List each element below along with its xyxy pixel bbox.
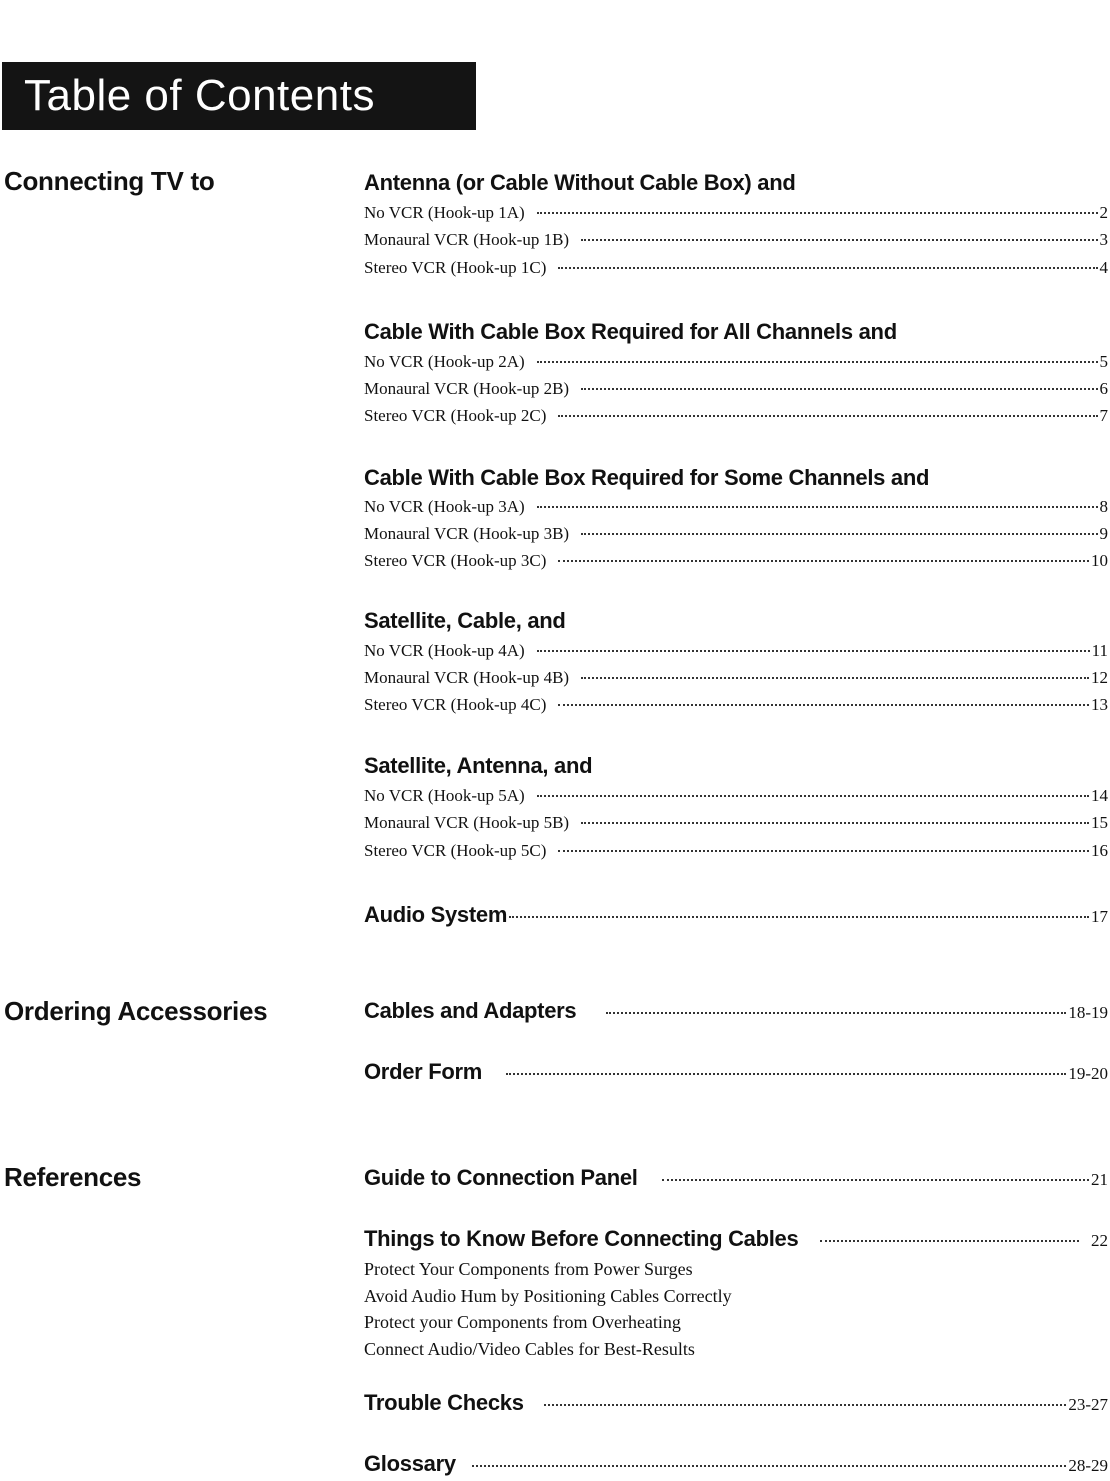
- entry-label: No VCR (Hook-up 1A): [364, 203, 525, 222]
- entry-label: Stereo VCR (Hook-up 4C): [364, 695, 547, 714]
- toc-entry[interactable]: [364, 230, 1108, 254]
- toc-entry-order-form[interactable]: [364, 1059, 1108, 1089]
- entry-label: Things to Know Before Connecting Cables: [364, 1226, 799, 1251]
- entry-label: Monaural VCR (Hook-up 3B): [364, 524, 570, 543]
- dot-leader: [581, 239, 1097, 241]
- dot-leader: [581, 388, 1097, 390]
- entry-label: No VCR (Hook-up 3A): [364, 497, 525, 516]
- entry-page: 28-29: [1068, 1456, 1108, 1475]
- entry-page: 5: [1099, 352, 1108, 371]
- toc-entry-audio-system[interactable]: [364, 902, 1108, 932]
- dot-leader: [537, 506, 1098, 508]
- entry-page: 11: [1091, 641, 1108, 660]
- dot-leader: [537, 795, 1089, 797]
- dot-leader: [581, 677, 1089, 679]
- group-heading-cable-some: Cable With Cable Box Required for Some Channels and: [364, 465, 930, 490]
- toc-entry[interactable]: [364, 497, 1108, 521]
- dot-leader: [820, 1240, 1079, 1242]
- dot-leader: [581, 822, 1089, 824]
- entry-page: 21: [1091, 1170, 1108, 1189]
- entry-label: Order Form: [364, 1059, 483, 1084]
- toc-entry[interactable]: [364, 551, 1108, 575]
- toc-entry-glossary[interactable]: [364, 1451, 1108, 1481]
- subitem-audio-hum: Avoid Audio Hum by Positioning Cables Correctly: [364, 1286, 732, 1306]
- entry-page: 7: [1099, 406, 1108, 425]
- toc-entry-trouble-checks[interactable]: [364, 1390, 1108, 1420]
- dot-leader: [544, 1404, 1067, 1406]
- entry-page: 23-27: [1068, 1395, 1108, 1414]
- subitem-power-surges: Protect Your Components from Power Surges: [364, 1259, 693, 1279]
- dot-leader: [472, 1465, 1067, 1467]
- toc-entry[interactable]: [364, 352, 1108, 376]
- toc-entry[interactable]: [364, 695, 1108, 719]
- entry-label: Monaural VCR (Hook-up 4B): [364, 668, 570, 687]
- entry-label: Stereo VCR (Hook-up 1C): [364, 258, 547, 277]
- entry-page: 3: [1099, 230, 1108, 249]
- entry-label: Stereo VCR (Hook-up 5C): [364, 841, 547, 860]
- section-label-connecting: Connecting TV to: [4, 166, 215, 196]
- group-heading-satellite-antenna: Satellite, Antenna, and: [364, 753, 593, 778]
- toc-entry[interactable]: [364, 841, 1108, 865]
- toc-entry-connection-panel[interactable]: [364, 1165, 1108, 1195]
- entry-label: Stereo VCR (Hook-up 3C): [364, 551, 547, 570]
- entry-label: Cables and Adapters: [364, 998, 577, 1023]
- toc-entry[interactable]: [364, 524, 1108, 548]
- entry-label: Audio System: [364, 902, 508, 927]
- dot-leader: [537, 650, 1090, 652]
- subitem-overheating: Protect your Components from Overheating: [364, 1312, 681, 1332]
- group-heading-cable-all: Cable With Cable Box Required for All Channels and: [364, 319, 897, 344]
- entry-label: Glossary: [364, 1451, 456, 1476]
- dot-leader: [581, 533, 1097, 535]
- entry-page: 4: [1099, 258, 1108, 277]
- entry-page: 10: [1091, 551, 1108, 570]
- toc-entry[interactable]: [364, 641, 1108, 665]
- toc-entry[interactable]: [364, 786, 1108, 810]
- toc-entry[interactable]: [364, 258, 1108, 282]
- entry-page: 2: [1099, 203, 1108, 222]
- entry-label: Monaural VCR (Hook-up 1B): [364, 230, 570, 249]
- entry-page: 12: [1091, 668, 1108, 687]
- entry-label: No VCR (Hook-up 4A): [364, 641, 525, 660]
- dot-leader: [506, 1073, 1066, 1075]
- toc-entry-cables-adapters[interactable]: [364, 998, 1108, 1028]
- entry-page: 6: [1099, 379, 1108, 398]
- entry-page: 8: [1099, 497, 1108, 516]
- entry-page: 18-19: [1068, 1003, 1108, 1022]
- toc-entry-things-to-know[interactable]: [364, 1226, 1108, 1256]
- entry-page: 19-20: [1068, 1064, 1108, 1083]
- section-label-references: References: [4, 1162, 142, 1192]
- entry-page: 14: [1091, 786, 1108, 805]
- entry-label: Guide to Connection Panel: [364, 1165, 638, 1190]
- subitem-audio-video-cables: Connect Audio/Video Cables for Best-Results: [364, 1339, 695, 1359]
- entry-page: 16: [1091, 841, 1108, 860]
- dot-leader: [558, 267, 1097, 269]
- page-title: Table of Contents: [2, 62, 476, 130]
- dot-leader: [558, 704, 1089, 706]
- entry-label: Monaural VCR (Hook-up 2B): [364, 379, 570, 398]
- entry-label: Monaural VCR (Hook-up 5B): [364, 813, 570, 832]
- dot-leader: [537, 361, 1098, 363]
- dot-leader: [537, 212, 1098, 214]
- entry-page: 15: [1091, 813, 1108, 832]
- dot-leader: [558, 850, 1089, 852]
- toc-entry[interactable]: [364, 813, 1108, 837]
- dot-leader: [662, 1179, 1089, 1181]
- entry-page: 17: [1091, 907, 1108, 926]
- entry-page: 9: [1099, 524, 1108, 543]
- toc-entry[interactable]: [364, 668, 1108, 692]
- entry-label: No VCR (Hook-up 2A): [364, 352, 525, 371]
- toc-entry[interactable]: [364, 406, 1108, 430]
- dot-leader: [558, 415, 1097, 417]
- entry-label: Stereo VCR (Hook-up 2C): [364, 406, 547, 425]
- group-heading-satellite-cable: Satellite, Cable, and: [364, 608, 566, 633]
- group-heading-antenna: Antenna (or Cable Without Cable Box) and: [364, 170, 796, 195]
- dot-leader: [606, 1012, 1066, 1014]
- toc-entry[interactable]: [364, 203, 1108, 227]
- entry-page: 13: [1091, 695, 1108, 714]
- dot-leader: [558, 560, 1089, 562]
- entry-label: Trouble Checks: [364, 1390, 524, 1415]
- section-label-ordering: Ordering Accessories: [4, 996, 268, 1026]
- toc-entry[interactable]: [364, 379, 1108, 403]
- dot-leader: [509, 916, 1089, 918]
- entry-page: 22: [1091, 1231, 1108, 1250]
- entry-label: No VCR (Hook-up 5A): [364, 786, 525, 805]
